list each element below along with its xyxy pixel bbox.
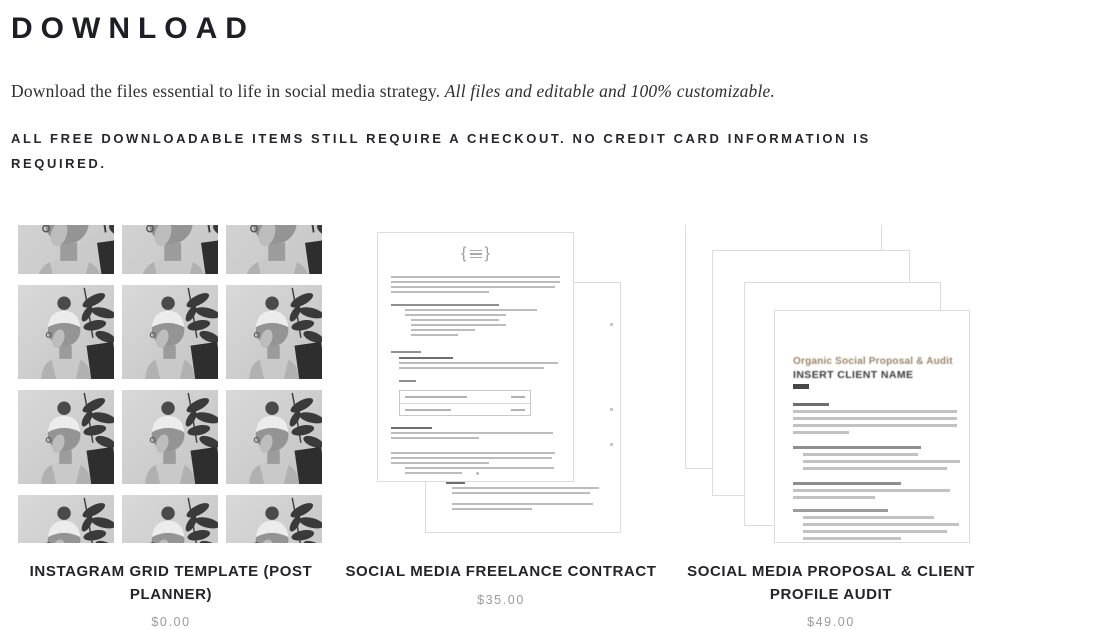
page-number-dot (476, 472, 479, 475)
page-title: DOWNLOAD (11, 12, 255, 45)
grid-photo (122, 285, 218, 379)
grid-photo (122, 390, 218, 484)
product-image-contract[interactable] (341, 225, 661, 543)
product-title[interactable]: SOCIAL MEDIA FREELANCE CONTRACT (345, 563, 657, 581)
grid-photo (122, 495, 218, 543)
product-price[interactable]: $0.00 (151, 615, 191, 629)
grid-photo (226, 390, 322, 484)
product-card-proposal-audit[interactable] (671, 225, 991, 629)
product-price[interactable]: $35.00 (477, 592, 525, 607)
proposal-page-front (774, 310, 970, 543)
photo-collage (18, 225, 322, 543)
product-title[interactable]: INSTAGRAM GRID TEMPLATE (POST PLANNER) (29, 563, 313, 603)
product-image-instagram-grid[interactable] (11, 225, 331, 543)
grid-photo (18, 225, 114, 274)
grid-photo (226, 495, 322, 543)
proposal-client-line: INSERT CLIENT NAME (793, 369, 914, 382)
brand-emblem-icon (456, 245, 496, 263)
description-emphasis: All files and editable and 100% customizable. (444, 80, 776, 101)
product-card-freelance-contract[interactable] (341, 225, 661, 629)
product-card-instagram-grid-template[interactable] (11, 225, 331, 629)
page-description (11, 81, 1097, 102)
product-title[interactable]: SOCIAL MEDIA PROPOSAL & CLIENT PROFILE AUDIT (687, 563, 975, 603)
checkout-notice: ALL FREE DOWNLOADABLE ITEMS STILL REQUIRE A CHECKOUT. NO CREDIT CARD INFORMATION IS REQUIRED. (11, 130, 871, 171)
grid-photo (18, 285, 114, 379)
product-grid (11, 225, 1097, 629)
grid-photo (18, 495, 114, 543)
contract-table (399, 390, 531, 416)
product-price[interactable]: $49.00 (807, 615, 855, 629)
contract-page-1 (377, 232, 574, 482)
grid-photo (226, 225, 322, 274)
grid-photo (18, 390, 114, 484)
product-image-proposal-stack[interactable] (671, 225, 991, 543)
grid-photo (226, 285, 322, 379)
grid-photo (122, 225, 218, 274)
description-text: Download the files essential to life in social media strategy. (11, 80, 441, 101)
proposal-heading: Organic Social Proposal & Audit (793, 356, 953, 368)
